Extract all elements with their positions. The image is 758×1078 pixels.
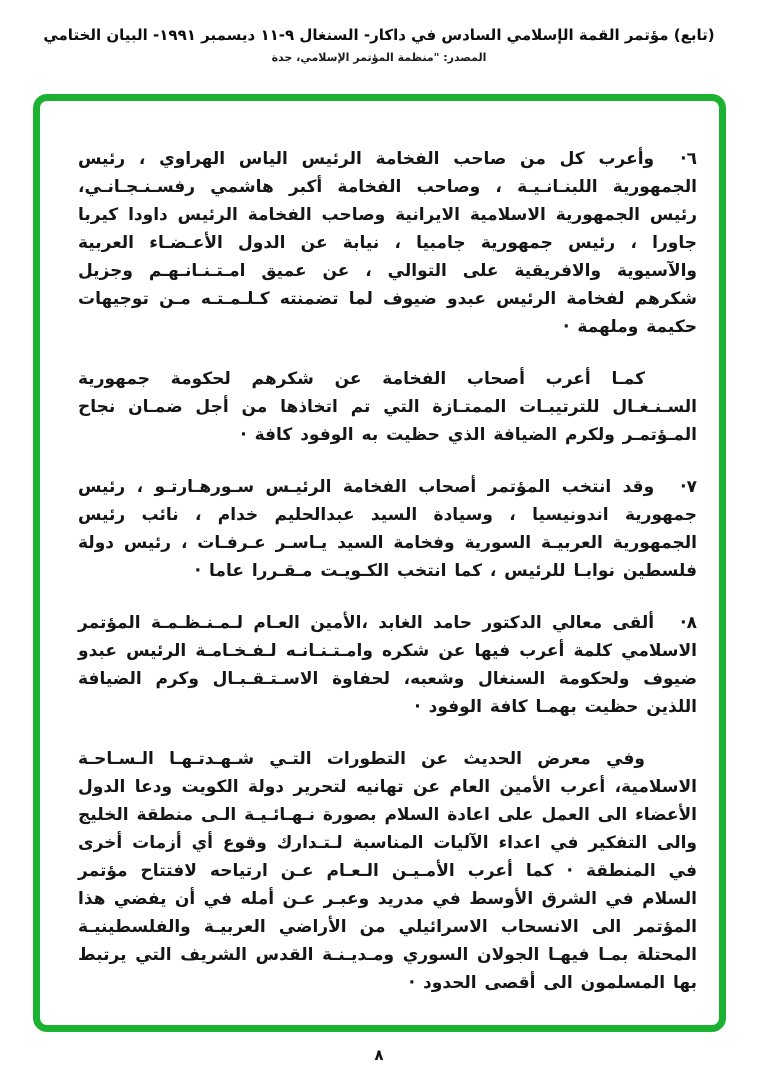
paragraphs	[40, 101, 719, 1032]
paragraph	[78, 145, 697, 341]
header-title: (تابع) مؤتمر القمة الإسلامي السادس في داكار- السنغال ٩-١١ ديسمبر ١٩٩١- البيان الختامي	[43, 26, 715, 44]
paragraph-number: ٧·	[680, 477, 697, 497]
paragraph	[78, 609, 697, 721]
green-border-frame	[33, 94, 726, 1032]
page-header	[0, 0, 758, 64]
paragraph-text: وقد انتخب المؤتمر أصحاب الفخامة الرئيـس سـورهـارتـو ، رئيس جمهورية اندونيسيا ، وسيادة السيد عبدالحليم خدام ، نائب رئيس الجمهورية العربيـة السورية وفخامة السيد يـاسـر عـرفـات ، رئيس دولة فلسطين نوابـا للرئيس ، كما انتخب الكـويـت مـقـررا عاما ·	[78, 477, 697, 581]
page-footer	[0, 1045, 758, 1064]
paragraph	[78, 473, 697, 585]
paragraph-text: وفي معرض الحديث عن التطورات التـي شـهـدتـهـا الـسـاحـة الاسلامية، أعرب الأمين العام عن تهانيه لتحرير دولة الكويت ودعا الدول الأعضاء الى العمل على اعادة السلام بصورة نـهـائـيـة الـى منطقة الخليج والى التفكير في اعداء الآليات المناسبة لـتـدارك وقوع أي أزمات أخرى في المنطقة · كما أعرب الأمـيـن الـعـام عـن ارتياحه لافتتاح مؤتمر السلام في الشرق الأوسط في مدريد وعبـر عـن أمله في أن يفضي هذا المؤتمر الى الانسحاب الاسرائيلي من الأراضي العربيـة والفلسطينيـة المحتلة بمـا فيهـا الجولان السوري ومـديـنـة القدس الشريف التي يرتبط بها المسلمون الى أقصى الحدود ·	[78, 749, 697, 993]
paragraph	[78, 365, 697, 449]
paragraph-text: وأعرب كل من صاحب الفخامة الرئيس الياس الهراوي ، رئيس الجمهورية اللبنـانـيـة ، وصاحب الفخامة أكبر هاشمي رفسـنـجـانـي، رئيس الجمهورية الاسلامية الايرانية وصاحب الفخامة الرئيس داودا كيربا جاورا ، رئيس جمهورية جامبيا ، نيابة عن الدول الأعـضـاء العربية والآسيوية والافريقية على التوالي ، عن عميق امـتـنـانـهـم وجزيل شكرهم لفخامة الرئيس عبدو ضيوف لما تضمنته كـلـمـتـه مـن توجيهات حكيمة وملهمة ·	[78, 149, 697, 337]
paragraph	[78, 745, 697, 997]
header-source: المصدر: "منظمة المؤتمر الإسلامي، جدة	[271, 50, 487, 64]
paragraph-number: ٨·	[680, 613, 697, 633]
page-number: ٨	[374, 1046, 384, 1064]
paragraph-text: ألقى معالي الدكتور حامد الغابد ،الأمين العـام لـمـنـظـمـة المؤتمر الاسلامي كلمة أعرب فيها عن شكره وامـتـنـانـه لـفـخـامـة الرئيس عبدو ضيوف ولحكومة السنغال وشعبه، لحفاوة الاسـتـقـبـال وكرم الضيافة اللذين حظيت بهمـا كافة الوفود ·	[78, 613, 697, 717]
paragraph-number: ٦·	[680, 149, 697, 169]
paragraph-text: كمـا أعرب أصحاب الفخامة عن شكرهم لحكومة جمهورية السـنـغـال للترتيبـات الممتـازة التي تم اتخاذها من أجل ضمـان نجاح المـؤتمـر ولكرم الضيافة الذي حظيت به الوفود كافة ·	[78, 369, 697, 445]
